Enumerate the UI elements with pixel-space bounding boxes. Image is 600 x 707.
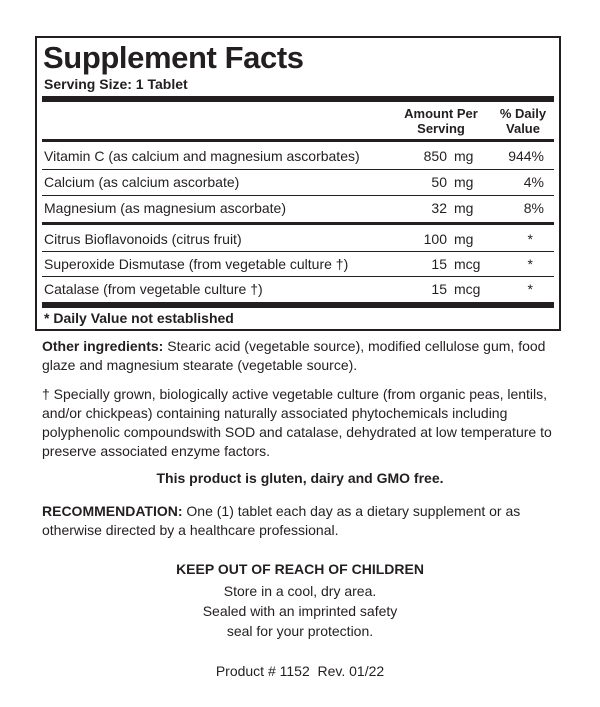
- nutrient-amount: 32: [431, 200, 447, 216]
- daily-value-footnote: * Daily Value not established: [44, 310, 234, 326]
- nutrient-row: [44, 170, 552, 194]
- product-number: Product # 1152 Rev. 01/22: [215, 663, 385, 679]
- recommendation-text: One (1) tablet each day as a dietary supplement or as otherwise directed by a healthcare professional.: [42, 503, 521, 538]
- thick-divider: [42, 96, 554, 102]
- nutrient-name: Superoxide Dismutase (from vegetable culture †): [44, 256, 349, 272]
- supplement-facts-panel: [35, 36, 561, 331]
- nutrient-name: Magnesium (as magnesium ascorbate): [44, 200, 286, 216]
- dv-header-line2: Value: [506, 121, 540, 136]
- recommendation-label: RECOMMENDATION:: [42, 503, 183, 519]
- nutrient-name: Catalase (from vegetable culture †): [44, 281, 263, 297]
- gluten-free-statement: This product is gluten, dairy and GMO free.: [156, 470, 444, 486]
- nutrient-daily-value: 4%: [523, 174, 544, 190]
- dagger-footnote: † Specially grown, biologically active vegetable culture (from organic peas, lentils, and/or chickpeas) containing naturally associated phytochemicals including polyphenolic compoundswith SOD and catalase, dehydrated at low temperature to preserve associated enzyme factors.: [42, 386, 552, 459]
- nutrient-name: Citrus Bioflavonoids (citrus fruit): [44, 231, 242, 247]
- amount-per-serving-header: [393, 106, 489, 136]
- nutrient-row: [44, 252, 552, 276]
- other-ingredients-label: Other ingredients:: [42, 338, 164, 354]
- nutrient-daily-value: *: [527, 256, 533, 272]
- nutrient-amount: 15: [431, 256, 447, 272]
- nutrient-daily-value: *: [527, 281, 533, 297]
- nutrient-amount: 50: [431, 174, 447, 190]
- recommendation: [42, 502, 562, 540]
- nutrient-daily-value: *: [527, 231, 533, 247]
- nutrient-name: Calcium (as calcium ascorbate): [44, 174, 240, 190]
- nutrient-daily-value: 8%: [523, 200, 544, 216]
- nutrient-unit: mg: [454, 231, 474, 247]
- other-ingredients-text: Stearic acid (vegetable source), modified cellulose gum, food glaze and magnesium stearate (vegetable source).: [42, 338, 546, 373]
- nutrient-daily-value: 944%: [508, 148, 544, 164]
- seal-line-1: Sealed with an imprinted safety: [202, 603, 398, 619]
- nutrient-unit: mg: [454, 174, 474, 190]
- nutrient-row: [44, 144, 552, 168]
- amount-header-line2: Serving: [417, 121, 465, 136]
- nutrient-amount: 850: [423, 148, 447, 164]
- nutrient-row: [44, 277, 552, 301]
- header-divider: [42, 139, 554, 142]
- nutrient-unit: mcg: [454, 281, 481, 297]
- seal-line-2: seal for your protection.: [226, 623, 374, 639]
- nutrient-amount: 100: [423, 231, 447, 247]
- panel-title: Supplement Facts: [43, 40, 304, 75]
- nutrient-unit: mg: [454, 200, 474, 216]
- serving-size: Serving Size: 1 Tablet: [44, 76, 188, 92]
- amount-header-line1: Amount Per: [404, 106, 478, 121]
- other-ingredients: [42, 337, 562, 375]
- warning-heading: KEEP OUT OF REACH OF CHILDREN: [176, 561, 424, 577]
- daily-value-header: [495, 106, 551, 136]
- nutrient-unit: mcg: [454, 256, 481, 272]
- nutrient-name: Vitamin C (as calcium and magnesium ascorbates): [44, 148, 360, 164]
- nutrient-amount: 15: [431, 281, 447, 297]
- nutrient-row: [44, 227, 552, 251]
- dv-header-line1: % Daily: [499, 106, 547, 121]
- section-divider: [42, 222, 554, 225]
- storage-line: Store in a cool, dry area.: [223, 583, 377, 599]
- nutrient-unit: mg: [454, 148, 474, 164]
- thick-divider: [42, 302, 554, 308]
- nutrient-row: [44, 196, 552, 220]
